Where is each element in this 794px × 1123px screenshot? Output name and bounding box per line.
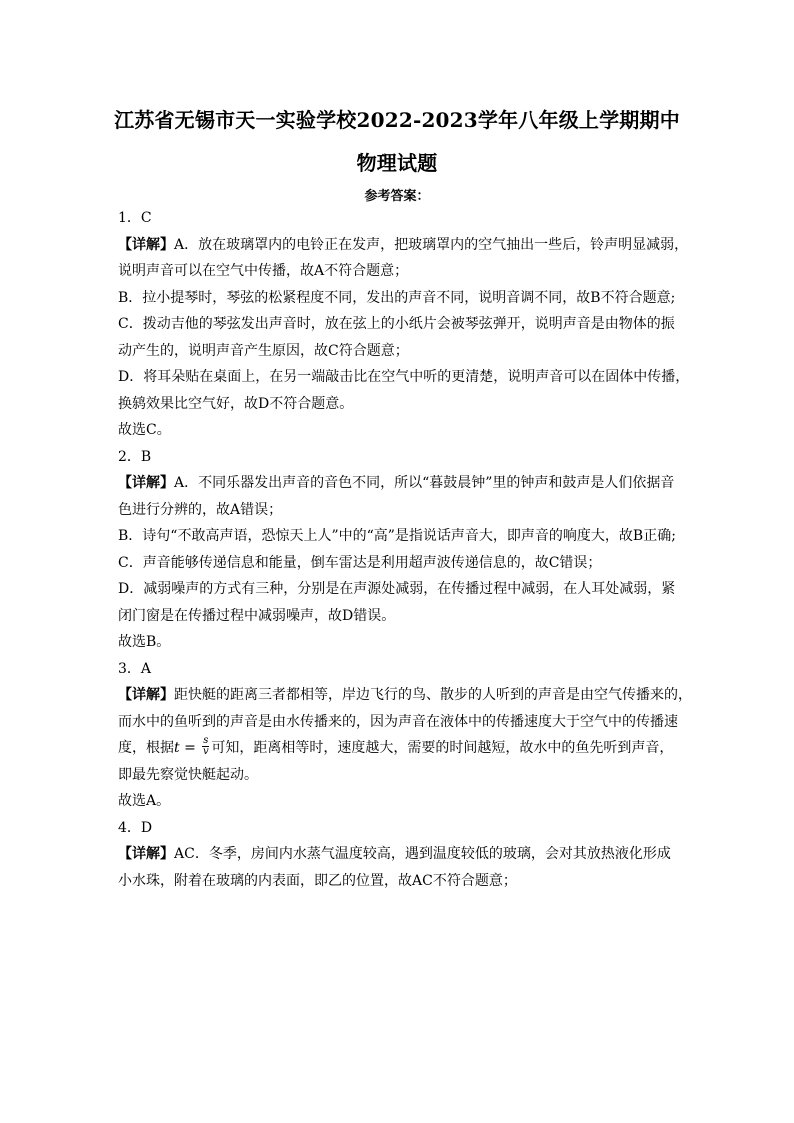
formula-denominator: v bbox=[203, 745, 209, 757]
q2-line: C．声音能够传递信息和能量，倒车雷达是利用超声波传递信息的，故C错误； bbox=[118, 554, 602, 571]
document-title-line2: 物理试题 bbox=[356, 151, 438, 175]
document-title-line1: 江苏省无锡市天一实验学校2022-2023学年八年级上学期期中 bbox=[114, 108, 680, 132]
q3-formula-post: 可知，距离相等时，速度越大，需要的时间越短，故水中的鱼先听到声音， bbox=[211, 740, 674, 756]
q4-line: 小水珠，附着在玻璃的内表面，即乙的位置，故AC不符合题意； bbox=[118, 872, 517, 889]
q3-formula-pre: 度，根据 bbox=[118, 740, 174, 756]
q1-conclusion: 故选C。 bbox=[118, 422, 171, 438]
formula-numerator: s bbox=[203, 734, 209, 746]
q4-header: 4．D bbox=[118, 819, 153, 836]
q1-line: B．拉小提琴时，琴弦的松紧程度不同，发出的声音不同，说明音调不同，故B不符合题意; bbox=[118, 289, 676, 306]
detail-tag: 【详解】 bbox=[118, 475, 174, 491]
q3-text: 距快艇的距离三者都相等，岸边飞行的鸟、散步的人听到的声音是由空气传播来的， bbox=[174, 687, 692, 703]
q1-line: D．将耳朵贴在桌面上，在另一端敲击比在空气中听的更清楚，说明声音可以在固体中传播， bbox=[118, 369, 690, 385]
detail-tag: 【详解】 bbox=[118, 687, 174, 703]
detail-tag: 【详解】 bbox=[118, 846, 174, 862]
q1-text: A．放在玻璃罩内的电铃正在发声，把玻璃罩内的空气抽出一些后，铃声明显减弱， bbox=[174, 236, 689, 253]
q3-conclusion: 故选A。 bbox=[118, 793, 171, 809]
formula-fraction bbox=[202, 736, 209, 757]
q3-line bbox=[118, 682, 692, 709]
q2-line bbox=[118, 470, 678, 497]
q1-line: 换鸫效果比空气好，故D不符合题意。 bbox=[118, 395, 354, 412]
q2-header: 2．B bbox=[118, 448, 152, 465]
answer-key-heading: 参考答案： bbox=[364, 189, 430, 204]
q1-line: 说明声音可以在空气中传播，故A不符合题意； bbox=[118, 263, 409, 279]
q2-text: A．不同乐器发出声音的音色不同，所以“暮鼓晨钟”里的钟声和鼓声是人们依据音 bbox=[174, 475, 675, 491]
q3-formula-line bbox=[118, 735, 678, 762]
q3-line: 而水中的鱼听到的声音是由水传播来的，因为声音在液体中的传播速度大于空气中的传播速 bbox=[118, 713, 678, 730]
q1-header: 1．C bbox=[118, 210, 152, 226]
q2-line: D．减弱噪声的方式有三种，分别是在声源处减弱，在传播过程中减弱，在人耳处减弱，紧 bbox=[118, 581, 676, 597]
answer-body bbox=[118, 205, 692, 894]
q3-line: 即最先察觉快艇起动。 bbox=[118, 766, 258, 783]
q2-line: 色进行分辨的，故A错误； bbox=[118, 501, 283, 518]
q2-line: B．诗句“不敢高声语，恐惊天上人”中的“高”是指说话声音大，即声音的响度大，故B正确; bbox=[118, 528, 676, 544]
q1-line: 动产生的，说明声音产生原因，故C符合题意； bbox=[118, 342, 409, 359]
q2-conclusion: 故选B。 bbox=[118, 634, 171, 650]
q4-line bbox=[118, 841, 678, 868]
q2-line: 闭门窗是在传播过程中减弱噪声，故D错误。 bbox=[118, 607, 396, 624]
q1-line: C．拨动吉他的琴弦发出声音时，放在弦上的小纸片会被琴弦弹开，说明声音是由物体的振 bbox=[118, 316, 675, 332]
formula-var-t: t bbox=[174, 740, 180, 756]
q4-text: AC．冬季，房间内水蒸气温度较高，遇到温度较低的玻璃，会对其放热液化形成 bbox=[174, 846, 671, 862]
q3-header: 3．A bbox=[118, 660, 152, 677]
q1-line bbox=[118, 232, 689, 259]
detail-tag: 【详解】 bbox=[118, 236, 174, 253]
formula-equals: = bbox=[179, 740, 201, 756]
